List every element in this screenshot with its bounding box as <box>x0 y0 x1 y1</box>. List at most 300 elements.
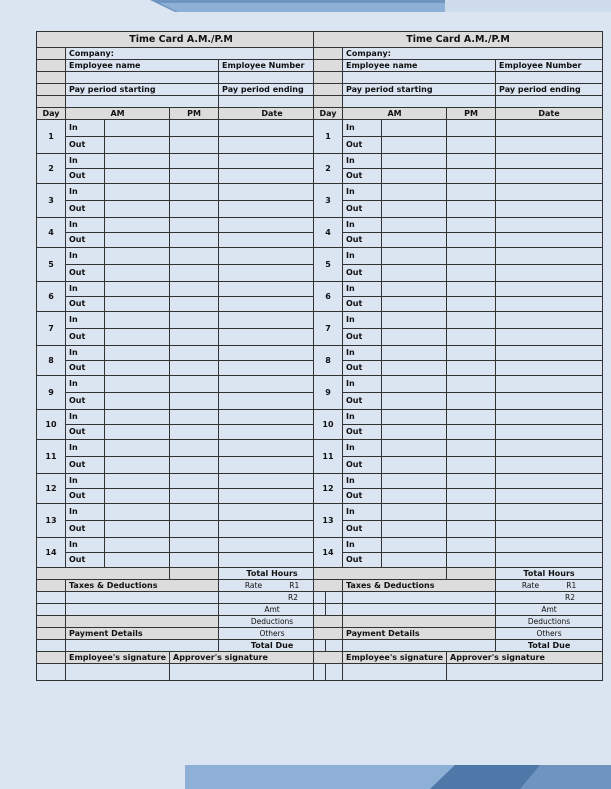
total-due-label: Total Due <box>496 640 603 652</box>
in-label: In <box>66 440 105 457</box>
employee-number-field[interactable] <box>219 72 326 84</box>
time-card-table <box>36 31 326 681</box>
am-out-field[interactable] <box>104 361 169 376</box>
am-out-field[interactable] <box>104 137 169 154</box>
out-label: Out <box>343 201 382 218</box>
am-in-field[interactable] <box>381 312 446 329</box>
payment-details-field[interactable] <box>66 640 219 652</box>
pm-in-field[interactable] <box>447 474 496 489</box>
day-row-out <box>37 489 326 504</box>
date-out-field[interactable] <box>219 329 326 346</box>
am-out-field[interactable] <box>381 457 446 474</box>
day-number: 7 <box>314 312 343 346</box>
taxes-field[interactable] <box>66 592 219 604</box>
in-label: In <box>66 120 105 137</box>
date-in-field[interactable] <box>219 410 326 425</box>
out-label: Out <box>343 457 382 474</box>
others-label: Others <box>219 628 326 640</box>
date-out-field[interactable] <box>219 361 326 376</box>
pm-out-field[interactable] <box>447 489 496 504</box>
pm-out-field[interactable] <box>170 201 219 218</box>
am-in-field[interactable] <box>381 440 446 457</box>
in-label: In <box>66 282 105 297</box>
in-label: In <box>343 474 382 489</box>
am-in-field[interactable] <box>381 248 446 265</box>
am-out-field[interactable] <box>381 169 446 184</box>
total-due-label: Total Due <box>219 640 326 652</box>
pm-in-field[interactable] <box>447 346 496 361</box>
day-row-in <box>314 248 603 265</box>
pm-in-field[interactable] <box>170 538 219 553</box>
pay-period-start-field[interactable] <box>66 96 219 108</box>
pm-in-field[interactable] <box>170 376 219 393</box>
pm-out-field[interactable] <box>447 169 496 184</box>
date-out-field[interactable] <box>496 553 603 568</box>
pm-out-field[interactable] <box>170 553 219 568</box>
pm-in-field[interactable] <box>447 184 496 201</box>
pm-in-field[interactable] <box>170 312 219 329</box>
date-in-field[interactable] <box>496 538 603 553</box>
out-label: Out <box>66 425 105 440</box>
am-out-field[interactable] <box>381 297 446 312</box>
in-label: In <box>343 154 382 169</box>
in-label: In <box>66 312 105 329</box>
am-in-field[interactable] <box>104 440 169 457</box>
day-row-in <box>37 154 326 169</box>
am-in-field[interactable] <box>381 346 446 361</box>
pm-in-field[interactable] <box>447 154 496 169</box>
rate-cell <box>219 580 326 592</box>
am-in-field[interactable] <box>104 248 169 265</box>
r1-label: R1 <box>566 581 577 590</box>
pay-period-end-field[interactable] <box>219 96 326 108</box>
r2-label: R2 <box>288 593 299 602</box>
am-in-field[interactable] <box>381 474 446 489</box>
am-in-field[interactable] <box>104 184 169 201</box>
pm-out-field[interactable] <box>447 265 496 282</box>
date-out-field[interactable] <box>219 425 326 440</box>
day-number: 13 <box>37 504 66 538</box>
date-in-field[interactable] <box>219 440 326 457</box>
in-label: In <box>343 218 382 233</box>
date-in-field[interactable] <box>496 248 603 265</box>
date-out-field[interactable] <box>219 201 326 218</box>
date-out-field[interactable] <box>219 233 326 248</box>
date-out-field[interactable] <box>496 297 603 312</box>
others-label: Others <box>496 628 603 640</box>
time-card-left <box>36 31 326 681</box>
day-number: 12 <box>37 474 66 504</box>
day-number: 14 <box>37 538 66 568</box>
day-number: 9 <box>314 376 343 410</box>
date-out-field[interactable] <box>496 201 603 218</box>
am-out-field[interactable] <box>381 393 446 410</box>
out-label: Out <box>343 265 382 282</box>
day-row-in <box>37 440 326 457</box>
day-row-out <box>314 425 603 440</box>
day-row-in <box>37 312 326 329</box>
pm-in-field[interactable] <box>447 538 496 553</box>
top-decorative-band <box>0 0 611 24</box>
am-out-field[interactable] <box>381 521 446 538</box>
am-in-field[interactable] <box>104 120 169 137</box>
pm-out-field[interactable] <box>170 137 219 154</box>
date-out-field[interactable] <box>496 169 603 184</box>
day-row-out <box>314 137 603 154</box>
date-out-field[interactable] <box>496 233 603 248</box>
r1-label: R1 <box>289 581 300 590</box>
am-in-field[interactable] <box>104 504 169 521</box>
am-in-field[interactable] <box>381 282 446 297</box>
pm-out-field[interactable] <box>447 553 496 568</box>
am-out-field[interactable] <box>104 329 169 346</box>
out-label: Out <box>66 169 105 184</box>
am-in-field[interactable] <box>104 154 169 169</box>
date-in-field[interactable] <box>496 440 603 457</box>
employee-name-label: Employee name <box>66 60 219 72</box>
taxes-field[interactable] <box>343 592 496 604</box>
out-label: Out <box>66 137 105 154</box>
date-out-field[interactable] <box>496 329 603 346</box>
day-row-out <box>37 137 326 154</box>
out-label: Out <box>66 553 105 568</box>
day-number: 4 <box>314 218 343 248</box>
pm-out-field[interactable] <box>447 521 496 538</box>
day-number: 5 <box>314 248 343 282</box>
am-in-field[interactable] <box>104 312 169 329</box>
out-label: Out <box>66 457 105 474</box>
pm-in-field[interactable] <box>447 120 496 137</box>
pay-period-end-label: Pay period ending <box>219 84 326 96</box>
pm-in-field[interactable] <box>170 504 219 521</box>
day-number: 6 <box>37 282 66 312</box>
in-label: In <box>343 282 382 297</box>
am-in-field[interactable] <box>381 154 446 169</box>
rate-cell <box>496 580 603 592</box>
in-label: In <box>66 218 105 233</box>
pm-out-field[interactable] <box>170 169 219 184</box>
day-row-out <box>37 265 326 282</box>
column-header-am: AM <box>343 108 447 120</box>
in-label: In <box>343 440 382 457</box>
date-in-field[interactable] <box>219 504 326 521</box>
day-row-out <box>314 521 603 538</box>
day-number: 3 <box>314 184 343 218</box>
am-in-field[interactable] <box>381 410 446 425</box>
am-in-field[interactable] <box>104 410 169 425</box>
date-out-field[interactable] <box>219 489 326 504</box>
date-in-field[interactable] <box>219 184 326 201</box>
date-in-field[interactable] <box>496 346 603 361</box>
day-row-in <box>314 440 603 457</box>
pm-in-field[interactable] <box>170 346 219 361</box>
pm-in-field[interactable] <box>447 218 496 233</box>
approver-signature-field[interactable] <box>447 664 603 681</box>
out-label: Out <box>343 425 382 440</box>
pm-in-field[interactable] <box>170 120 219 137</box>
date-in-field[interactable] <box>496 504 603 521</box>
pm-in-field[interactable] <box>447 248 496 265</box>
am-in-field[interactable] <box>104 474 169 489</box>
day-row-out <box>37 201 326 218</box>
date-out-field[interactable] <box>496 361 603 376</box>
employee-name-field[interactable] <box>66 72 219 84</box>
taxes-field-2[interactable] <box>66 604 219 616</box>
time-card-table <box>313 31 603 681</box>
approver-signature-field[interactable] <box>170 664 326 681</box>
day-row-out <box>314 265 603 282</box>
pm-out-field[interactable] <box>447 201 496 218</box>
date-out-field[interactable] <box>219 297 326 312</box>
date-out-field[interactable] <box>496 521 603 538</box>
pm-in-field[interactable] <box>170 248 219 265</box>
date-out-field[interactable] <box>496 137 603 154</box>
company-label: Company: <box>343 48 603 60</box>
employee-signature-field[interactable] <box>66 664 170 681</box>
am-in-field[interactable] <box>104 538 169 553</box>
am-out-field[interactable] <box>104 425 169 440</box>
am-out-field[interactable] <box>104 265 169 282</box>
am-out-field[interactable] <box>381 137 446 154</box>
employee-name-label: Employee name <box>343 60 496 72</box>
pm-out-field[interactable] <box>170 425 219 440</box>
am-out-field[interactable] <box>381 425 446 440</box>
pay-period-start-field[interactable] <box>343 96 496 108</box>
date-in-field[interactable] <box>219 474 326 489</box>
day-row-in <box>37 218 326 233</box>
day-row-in <box>314 184 603 201</box>
am-out-field[interactable] <box>381 553 446 568</box>
am-out-field[interactable] <box>104 553 169 568</box>
employee-signature-field[interactable] <box>343 664 447 681</box>
am-out-field[interactable] <box>381 233 446 248</box>
day-row-out <box>37 329 326 346</box>
pm-out-field[interactable] <box>447 233 496 248</box>
in-label: In <box>66 346 105 361</box>
day-row-in <box>314 504 603 521</box>
date-in-field[interactable] <box>496 154 603 169</box>
date-out-field[interactable] <box>219 521 326 538</box>
day-row-in <box>37 184 326 201</box>
column-header-date: Date <box>219 108 326 120</box>
day-number: 11 <box>37 440 66 474</box>
date-out-field[interactable] <box>219 457 326 474</box>
am-in-field[interactable] <box>104 376 169 393</box>
day-row-out <box>314 201 603 218</box>
day-row-in <box>37 474 326 489</box>
date-in-field[interactable] <box>496 474 603 489</box>
day-row-out <box>37 553 326 568</box>
day-row-out <box>37 297 326 312</box>
day-row-out <box>37 361 326 376</box>
day-row-out <box>37 521 326 538</box>
deductions-label: Deductions <box>496 616 603 628</box>
taxes-deductions-label: Taxes & Deductions <box>343 580 496 592</box>
taxes-field-2[interactable] <box>343 604 496 616</box>
out-label: Out <box>66 329 105 346</box>
am-in-field[interactable] <box>104 346 169 361</box>
am-in-field[interactable] <box>381 120 446 137</box>
date-in-field[interactable] <box>496 410 603 425</box>
column-header-day: Day <box>37 108 66 120</box>
pm-in-field[interactable] <box>447 410 496 425</box>
date-in-field[interactable] <box>219 312 326 329</box>
am-out-field[interactable] <box>381 329 446 346</box>
out-label: Out <box>343 361 382 376</box>
am-in-field[interactable] <box>381 504 446 521</box>
company-label: Company: <box>66 48 326 60</box>
am-in-field[interactable] <box>381 538 446 553</box>
time-card-title: Time Card A.M./P.M <box>37 32 326 48</box>
day-row-out <box>37 233 326 248</box>
date-in-field[interactable] <box>496 184 603 201</box>
day-number: 5 <box>37 248 66 282</box>
pm-in-field[interactable] <box>170 440 219 457</box>
in-label: In <box>343 312 382 329</box>
date-in-field[interactable] <box>496 120 603 137</box>
date-out-field[interactable] <box>219 265 326 282</box>
day-row-in <box>314 312 603 329</box>
pm-out-field[interactable] <box>170 329 219 346</box>
out-label: Out <box>66 233 105 248</box>
column-header-day: Day <box>314 108 343 120</box>
taxes-deductions-label: Taxes & Deductions <box>66 580 219 592</box>
pay-period-start-label: Pay period starting <box>66 84 219 96</box>
pm-in-field[interactable] <box>170 282 219 297</box>
date-out-field[interactable] <box>496 393 603 410</box>
am-in-field[interactable] <box>381 218 446 233</box>
date-in-field[interactable] <box>219 346 326 361</box>
pm-out-field[interactable] <box>170 265 219 282</box>
pm-out-field[interactable] <box>170 233 219 248</box>
am-in-field[interactable] <box>381 184 446 201</box>
in-label: In <box>66 154 105 169</box>
date-in-field[interactable] <box>219 218 326 233</box>
in-label: In <box>66 538 105 553</box>
pm-in-field[interactable] <box>170 410 219 425</box>
am-in-field[interactable] <box>381 376 446 393</box>
date-in-field[interactable] <box>219 538 326 553</box>
day-row-in <box>314 346 603 361</box>
day-row-out <box>314 297 603 312</box>
pm-in-field[interactable] <box>447 504 496 521</box>
pm-in-field[interactable] <box>447 376 496 393</box>
day-row-out <box>314 361 603 376</box>
date-in-field[interactable] <box>496 312 603 329</box>
pm-out-field[interactable] <box>170 297 219 312</box>
pay-period-end-field[interactable] <box>496 96 603 108</box>
date-in-field[interactable] <box>219 376 326 393</box>
date-out-field[interactable] <box>219 169 326 184</box>
am-out-field[interactable] <box>381 489 446 504</box>
employee-name-field[interactable] <box>343 72 496 84</box>
am-out-field[interactable] <box>104 297 169 312</box>
date-in-field[interactable] <box>219 154 326 169</box>
am-in-field[interactable] <box>104 218 169 233</box>
pm-out-field[interactable] <box>170 393 219 410</box>
am-out-field[interactable] <box>381 361 446 376</box>
pm-in-field[interactable] <box>170 184 219 201</box>
out-label: Out <box>343 137 382 154</box>
day-row-in <box>37 248 326 265</box>
pm-in-field[interactable] <box>170 474 219 489</box>
pm-in-field[interactable] <box>447 282 496 297</box>
pm-out-field[interactable] <box>170 489 219 504</box>
date-in-field[interactable] <box>496 218 603 233</box>
date-in-field[interactable] <box>219 282 326 297</box>
out-label: Out <box>343 489 382 504</box>
employee-number-label: Employee Number <box>496 60 603 72</box>
pm-out-field[interactable] <box>447 393 496 410</box>
date-in-field[interactable] <box>219 248 326 265</box>
day-row-in <box>314 376 603 393</box>
am-out-field[interactable] <box>104 201 169 218</box>
am-out-field[interactable] <box>381 201 446 218</box>
am-out-field[interactable] <box>104 457 169 474</box>
out-label: Out <box>66 297 105 312</box>
day-number: 12 <box>314 474 343 504</box>
pay-period-end-label: Pay period ending <box>496 84 603 96</box>
date-in-field[interactable] <box>219 120 326 137</box>
date-out-field[interactable] <box>219 137 326 154</box>
date-out-field[interactable] <box>219 393 326 410</box>
employee-number-field[interactable] <box>496 72 603 84</box>
date-in-field[interactable] <box>496 282 603 297</box>
pm-out-field[interactable] <box>170 521 219 538</box>
am-in-field[interactable] <box>104 282 169 297</box>
payment-details-label: Payment Details <box>66 628 219 640</box>
pm-in-field[interactable] <box>170 218 219 233</box>
date-in-field[interactable] <box>496 376 603 393</box>
am-out-field[interactable] <box>104 233 169 248</box>
pm-out-field[interactable] <box>447 137 496 154</box>
am-out-field[interactable] <box>104 521 169 538</box>
pm-in-field[interactable] <box>170 154 219 169</box>
deductions-label: Deductions <box>219 616 326 628</box>
pm-out-field[interactable] <box>447 297 496 312</box>
pm-out-field[interactable] <box>447 457 496 474</box>
day-row-in <box>314 474 603 489</box>
pm-out-field[interactable] <box>170 457 219 474</box>
day-number: 2 <box>37 154 66 184</box>
column-header-date: Date <box>496 108 603 120</box>
pm-out-field[interactable] <box>447 425 496 440</box>
column-header-pm: PM <box>447 108 496 120</box>
pm-out-field[interactable] <box>170 361 219 376</box>
amt-label: Amt <box>496 604 603 616</box>
pm-out-field[interactable] <box>447 329 496 346</box>
date-out-field[interactable] <box>496 265 603 282</box>
day-row-in <box>37 538 326 553</box>
am-out-field[interactable] <box>104 169 169 184</box>
date-out-field[interactable] <box>219 553 326 568</box>
day-row-out <box>314 393 603 410</box>
day-number: 2 <box>314 154 343 184</box>
payment-details-field[interactable] <box>343 640 496 652</box>
pm-out-field[interactable] <box>447 361 496 376</box>
am-out-field[interactable] <box>104 393 169 410</box>
pm-in-field[interactable] <box>447 440 496 457</box>
date-out-field[interactable] <box>496 457 603 474</box>
out-label: Out <box>66 521 105 538</box>
am-out-field[interactable] <box>381 265 446 282</box>
out-label: Out <box>66 265 105 282</box>
employee-signature-label: Employee's signature <box>66 652 170 664</box>
pm-in-field[interactable] <box>447 312 496 329</box>
date-out-field[interactable] <box>496 425 603 440</box>
am-out-field[interactable] <box>104 489 169 504</box>
date-out-field[interactable] <box>496 489 603 504</box>
